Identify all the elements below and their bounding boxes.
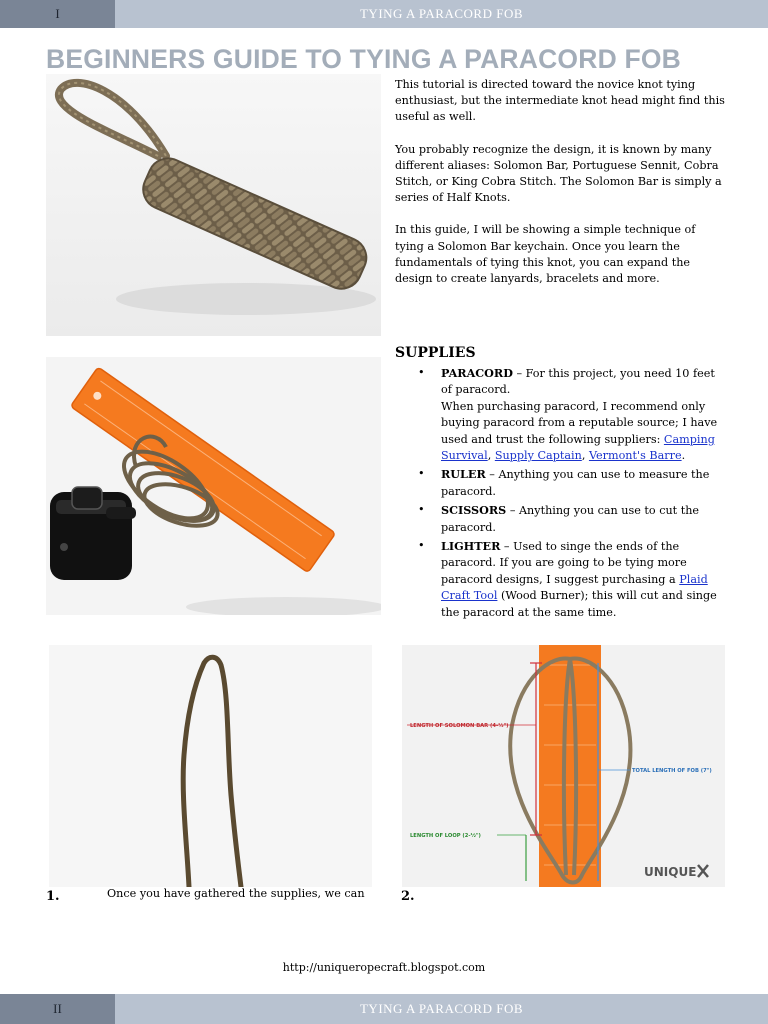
bullet-icon: • xyxy=(418,366,425,379)
supplies-list xyxy=(416,365,722,623)
step-1-number: 1. xyxy=(46,889,60,904)
intro-paragraph: This tutorial is directed toward the novice knot tying enthusiast, but the intermediate knot head might find this useful as well. xyxy=(395,78,725,124)
supply-text: – For this project, you need 10 feet of paracord. xyxy=(441,367,715,397)
link-camping-survival[interactable]: Camping Survival xyxy=(441,432,715,463)
supply-term: PARACORD xyxy=(441,366,513,380)
supply-term: SCISSORS xyxy=(441,503,507,518)
footer-page-number: II xyxy=(0,994,115,1024)
supply-text: – Used to singe the ends of the paracord. If you are going to be tying more paracord designs, I suggest purchasing a xyxy=(441,540,687,586)
footer-url: http://uniqueropecraft.blogspot.com xyxy=(282,961,486,974)
intro-paragraph: In this guide, I will be showing a simple technique of tying a Solomon Bar keychain. Once you learn the fundamentals of tying this knot, you can expand the design to create lanyards, bracelets and more. xyxy=(395,223,696,286)
label-solomon-length: LENGTH OF SOLOMON BAR (4-½") xyxy=(410,723,509,729)
step-2-number: 2. xyxy=(401,889,415,904)
header-running-title: TYING A PARACORD FOB xyxy=(359,6,524,21)
bullet-icon: • xyxy=(418,503,425,517)
supplies-photo xyxy=(46,357,381,615)
link-end: . xyxy=(681,449,686,463)
footer-band xyxy=(0,994,768,1024)
supply-paracord xyxy=(416,365,722,464)
supply-text: – Anything you can use to cut the paracord. xyxy=(441,504,700,534)
supply-text: – Anything you can use to measure the paracord. xyxy=(441,468,710,498)
supply-note: When purchasing paracord, I recommend only buying paracord from a reputable source; I have used and trust the following suppliers: xyxy=(441,399,718,446)
link-supply-captain[interactable]: Supply Captain xyxy=(494,449,582,463)
label-total-length: TOTAL LENGTH OF FOB (7") xyxy=(632,768,712,774)
step1-photo xyxy=(49,645,372,887)
supply-scissors xyxy=(416,502,722,536)
supply-lighter xyxy=(416,538,722,621)
page-title: BEGINNERS GUIDE TO TYING A PARACORD FOB xyxy=(46,44,682,74)
header-page-number: I xyxy=(0,0,115,28)
watermark-logo: UNIQUE xyxy=(644,865,697,879)
supply-ruler xyxy=(416,466,722,500)
header-band xyxy=(0,0,768,28)
intro-text xyxy=(395,77,725,303)
supply-text: (Wood Burner); this will cut and singe the paracord at the same time. xyxy=(441,589,717,619)
bullet-icon: • xyxy=(418,539,425,553)
bullet-icon: • xyxy=(418,467,425,481)
supplies-heading: SUPPLIES xyxy=(395,345,476,361)
link-plaid-craft-tool[interactable]: Plaid Craft Tool xyxy=(441,572,708,603)
intro-paragraph: You probably recognize the design, it is known by many different aliases: Solomon Bar, Portuguese Sennit, Cobra Stitch, or King Cobra Stitch. The Solomon Bar is simply a series of Half Knots. xyxy=(395,142,722,205)
label-loop-length: LENGTH OF LOOP (2-½") xyxy=(410,833,481,839)
link-separator: , xyxy=(487,449,495,463)
supply-term: LIGHTER xyxy=(441,539,501,554)
supply-term: RULER xyxy=(441,467,486,482)
step2-diagram-photo xyxy=(402,645,725,887)
footer-running-title: TYING A PARACORD FOB xyxy=(359,1001,524,1016)
link-vermonts-barre[interactable]: Vermont's Barre xyxy=(588,449,682,463)
link-separator: , xyxy=(581,449,589,463)
finished-fob-photo xyxy=(46,74,381,336)
step-1-text: Once you have gathered the supplies, we can xyxy=(107,887,365,900)
